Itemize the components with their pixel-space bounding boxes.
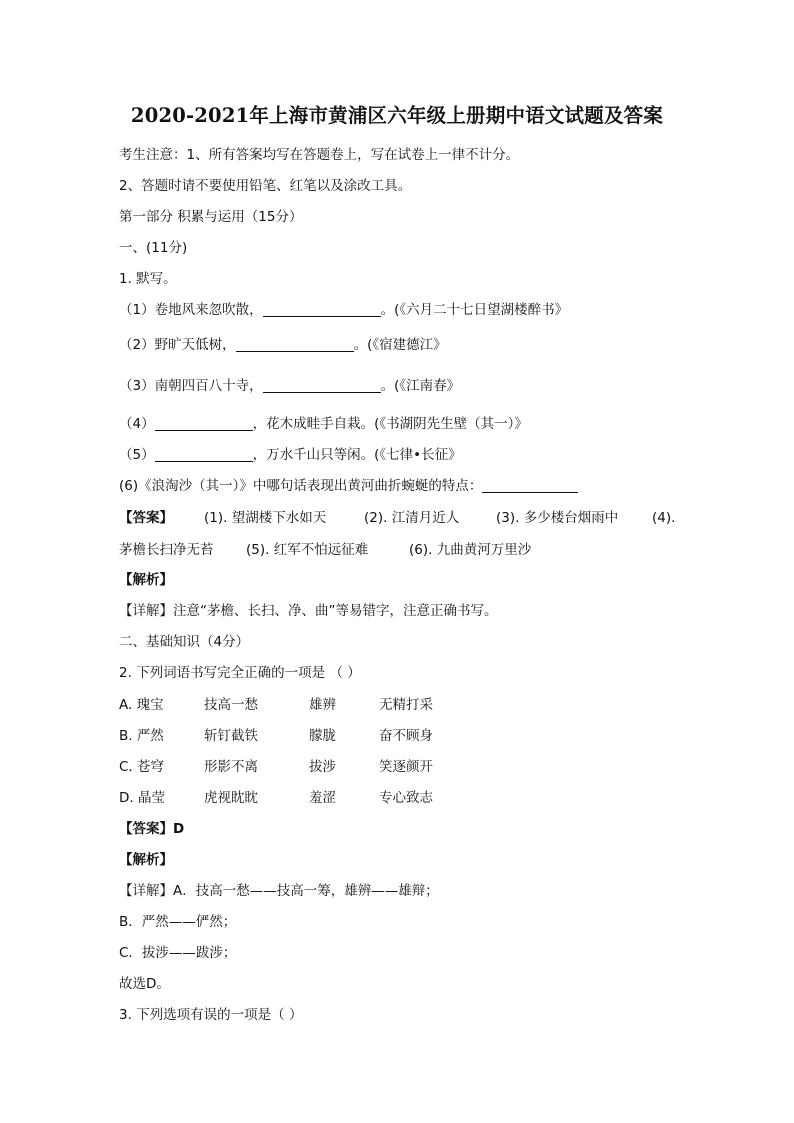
detail-2-line-4: 故选D。 bbox=[119, 976, 170, 992]
section-heading-1: 一、(11分) bbox=[119, 240, 188, 256]
question-3: 3. 下列选项有误的一项是（ ） bbox=[119, 1007, 303, 1023]
analysis-label-2: 【解析】 bbox=[119, 852, 173, 868]
option-d-word-4: 专心致志 bbox=[379, 790, 433, 806]
page-title: 2020-2021年上海市黄浦区六年级上册期中语文试题及答案 bbox=[130, 104, 664, 127]
answer-blank[interactable] bbox=[155, 416, 253, 431]
q1-item-3-suffix: 。(《江南春》 bbox=[380, 378, 461, 394]
option-a-word-4: 无精打采 bbox=[379, 697, 433, 713]
analysis-label-1: 【解析】 bbox=[119, 572, 173, 588]
q1-item-6 bbox=[119, 476, 578, 496]
answer-blank[interactable] bbox=[236, 337, 354, 352]
q1-item-5-suffix: ，万水千山只等闲。(《七律•长征》 bbox=[252, 447, 462, 463]
q1-item-6-prefix: (6)《浪淘沙（其一）》中哪句话表现出黄河曲折蜿蜒的特点： bbox=[119, 478, 483, 494]
answer-blank[interactable] bbox=[482, 478, 578, 493]
option-c-word-3: 拔涉 bbox=[309, 759, 336, 775]
answer-item-4: 茅檐长扫净无苔 bbox=[119, 542, 214, 558]
q1-item-5-prefix: （5） bbox=[119, 447, 155, 463]
option-c-word-2: 形影不离 bbox=[204, 759, 258, 775]
answer-item-3: (3). 多少楼台烟雨中 bbox=[496, 510, 619, 526]
question-2: 2. 下列词语书写完全正确的一项是 （ ） bbox=[119, 665, 361, 681]
detail-1: 【详解】注意“茅檐、长扫、净、曲”等易错字，注意正确书写。 bbox=[119, 603, 498, 619]
answer-blank[interactable] bbox=[263, 302, 381, 317]
q1-item-4-prefix: （4） bbox=[119, 416, 155, 432]
option-b-word-4: 奋不顾身 bbox=[379, 728, 433, 744]
q1-item-1-suffix: 。(《六月二十七日望湖楼醉书》 bbox=[380, 302, 569, 318]
option-d-word-2: 虎视眈眈 bbox=[204, 790, 258, 806]
option-b-word-1[interactable]: B. 严然 bbox=[119, 728, 164, 744]
option-c-word-4: 笑逐颜开 bbox=[379, 759, 433, 775]
option-a-word-3: 雄辨 bbox=[309, 697, 336, 713]
option-b-word-2: 斩钉截铁 bbox=[204, 728, 258, 744]
q1-item-4 bbox=[119, 414, 528, 434]
q1-item-2-suffix: 。(《宿建德江》 bbox=[353, 337, 447, 353]
answer-item-5: (5). 红军不怕远征难 bbox=[246, 542, 369, 558]
q1-item-1 bbox=[119, 300, 568, 320]
answer-item-6: (6). 九曲黄河万里沙 bbox=[409, 542, 532, 558]
answer-blank[interactable] bbox=[263, 378, 381, 393]
option-b-word-3: 朦胧 bbox=[309, 728, 336, 744]
answer-2: 【答案】D bbox=[119, 821, 185, 837]
answer-item-1: (1). 望湖楼下水如天 bbox=[204, 510, 327, 526]
notice-line-1: 考生注意：1、所有答案均写在答题卷上，写在试卷上一律不计分。 bbox=[119, 147, 520, 163]
question-1: 1. 默写。 bbox=[119, 271, 177, 287]
detail-2-line-2: B．严然——俨然； bbox=[119, 914, 237, 930]
answer-blank[interactable] bbox=[155, 447, 253, 462]
notice-line-2: 2、答题时请不要使用铅笔、红笔以及涂改工具。 bbox=[119, 178, 412, 194]
q1-item-5 bbox=[119, 445, 462, 465]
q1-item-2-prefix: （2）野旷天低树， bbox=[119, 337, 236, 353]
q1-item-4-suffix: ，花木成畦手自栽。(《书湖阴先生壁（其一）》 bbox=[252, 416, 528, 432]
section-heading-2: 二、基础知识（4分） bbox=[119, 634, 250, 650]
q1-item-1-prefix: （1）卷地风来忽吹散， bbox=[119, 302, 263, 318]
q1-item-3-prefix: （3）南朝四百八十寺， bbox=[119, 378, 263, 394]
q1-item-2 bbox=[119, 335, 447, 355]
detail-2-line-3: C．拔涉——跋涉； bbox=[119, 945, 237, 961]
q1-item-3 bbox=[119, 376, 460, 396]
option-d-word-1[interactable]: D. 晶莹 bbox=[119, 790, 165, 806]
option-d-word-3: 羞涩 bbox=[309, 790, 336, 806]
answer-item-4-number: (4). bbox=[652, 510, 676, 526]
option-a-word-2: 技高一愁 bbox=[204, 697, 258, 713]
option-c-word-1[interactable]: C. 苍穹 bbox=[119, 759, 165, 775]
detail-2-line-1: 【详解】A．技高一愁——技高一筹，雄辨——雄辩； bbox=[119, 883, 439, 899]
option-a-word-1[interactable]: A. 瑰宝 bbox=[119, 697, 164, 713]
part-heading: 第一部分 积累与运用（15分） bbox=[119, 209, 303, 225]
answer-item-2: (2). 江清月近人 bbox=[364, 510, 460, 526]
answer-label: 【答案】 bbox=[119, 510, 173, 526]
